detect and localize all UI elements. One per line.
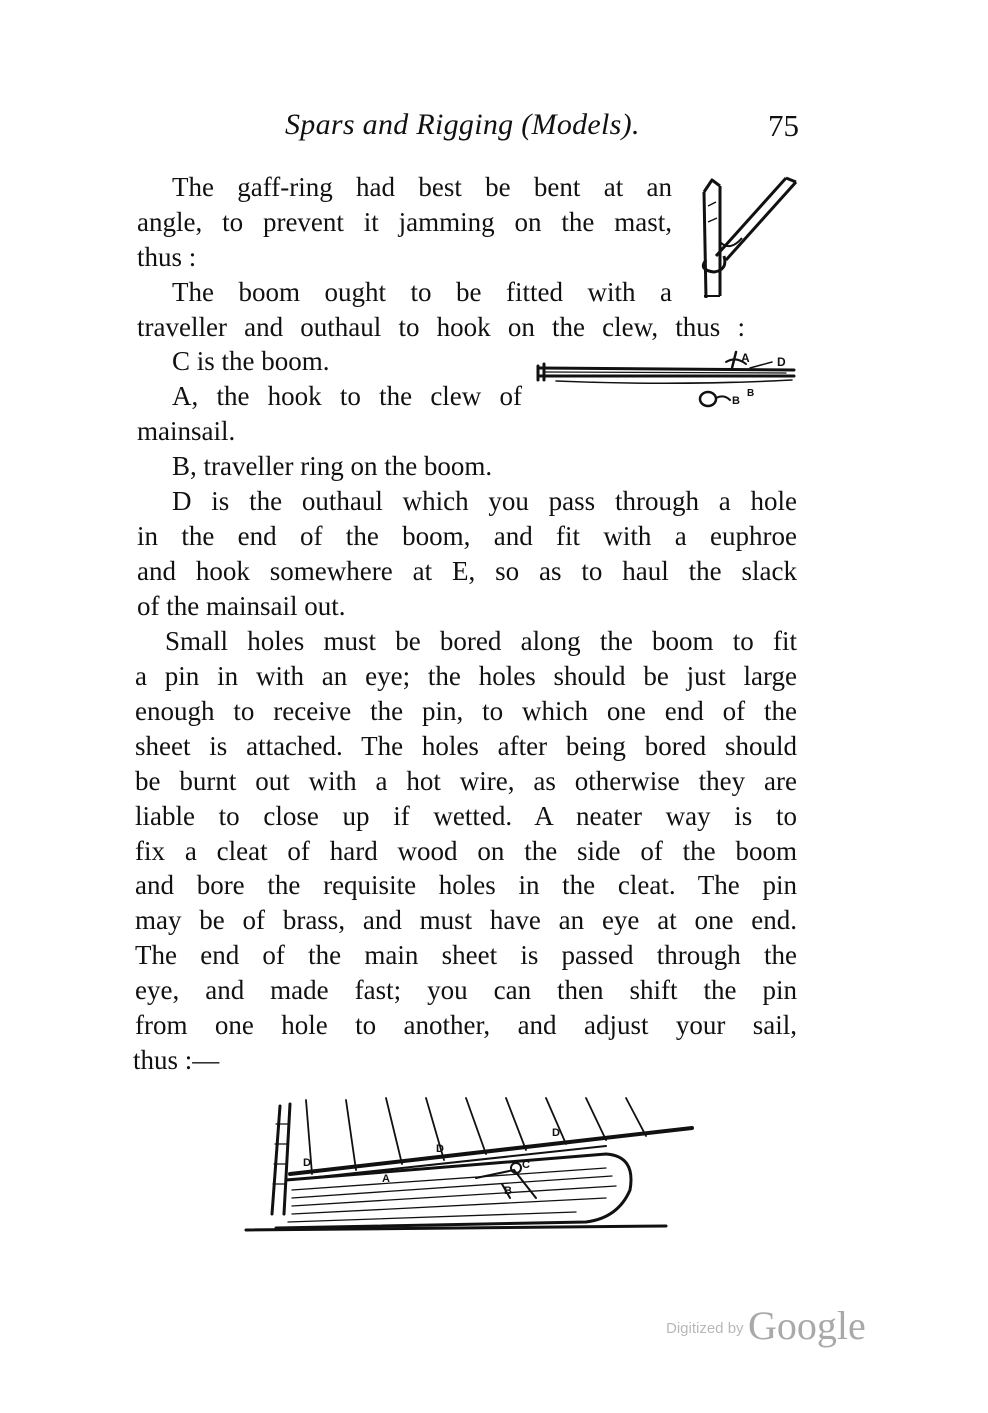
boom-label-b-ring: B xyxy=(747,388,755,399)
digitized-watermark xyxy=(666,1302,866,1349)
watermark-prefix: Digitized by xyxy=(666,1320,744,1337)
text-line: mainsail. xyxy=(137,416,236,446)
page-number: 75 xyxy=(768,108,799,143)
text-line: C is the boom. xyxy=(172,346,330,376)
hull-label-b: B xyxy=(504,1185,512,1197)
text-line: and hook somewhere at E, so as to haul the slack xyxy=(137,556,797,586)
boom-label-b: B xyxy=(732,395,740,407)
hull-label-d-end: D xyxy=(552,1127,560,1139)
text-line: liable to close up if wetted. A neater way is to xyxy=(135,801,797,831)
text-line: fix a cleat of hard wood on the side of the boom xyxy=(135,836,797,866)
hull-label-d-mid: D xyxy=(436,1143,444,1155)
text-line: D is the outhaul which you pass through a hole xyxy=(172,486,797,516)
text-line: eye, and made fast; you can then shift the pin xyxy=(135,975,797,1005)
text-line: from one hole to another, and adjust your sail, xyxy=(135,1010,797,1040)
google-logo: Google xyxy=(748,1303,866,1348)
hull-sail-illustration xyxy=(246,1094,696,1234)
text-line: thus :— xyxy=(133,1045,220,1075)
text-line: The boom ought to be fitted with a xyxy=(172,277,672,307)
boom-label-d: D xyxy=(777,355,786,369)
text-line: enough to receive the pin, to which one end of the xyxy=(135,696,797,726)
text-line: a pin in with an eye; the holes should be just large xyxy=(135,661,797,691)
hull-label-d-mast: D xyxy=(303,1157,311,1169)
text-line: be burnt out with a hot wire, as otherwise they are xyxy=(135,766,797,796)
text-line: and bore the requisite holes in the cleat. The pin xyxy=(135,870,797,900)
text-line: The end of the main sheet is passed through the xyxy=(135,940,797,970)
boom-label-a: A xyxy=(741,351,750,365)
text-line: of the mainsail out. xyxy=(137,591,346,621)
text-line: A, the hook to the clew of xyxy=(172,381,522,411)
text-line: sheet is attached. The holes after being bored should xyxy=(135,731,797,761)
text-line: may be of brass, and must have an eye at one end. xyxy=(135,905,797,935)
hull-label-a: A xyxy=(382,1173,390,1185)
text-line: thus : xyxy=(137,242,197,272)
text-line: The gaff-ring had best be bent at an xyxy=(172,172,672,202)
text-line: traveller and outhaul to hook on the clew, thus : xyxy=(137,312,745,342)
text-line: angle, to prevent it jamming on the mast, xyxy=(137,207,672,237)
running-title: Spars and Rigging (Models). xyxy=(285,108,640,141)
text-line: B, traveller ring on the boom. xyxy=(172,451,493,481)
hull-label-c: C xyxy=(522,1159,530,1171)
text-line: Small holes must be bored along the boom to fit xyxy=(165,626,797,656)
boom-traveller-illustration xyxy=(536,346,801,414)
text-line: in the end of the boom, and fit with a euphroe xyxy=(137,521,797,551)
gaff-ring-illustration xyxy=(690,172,802,304)
